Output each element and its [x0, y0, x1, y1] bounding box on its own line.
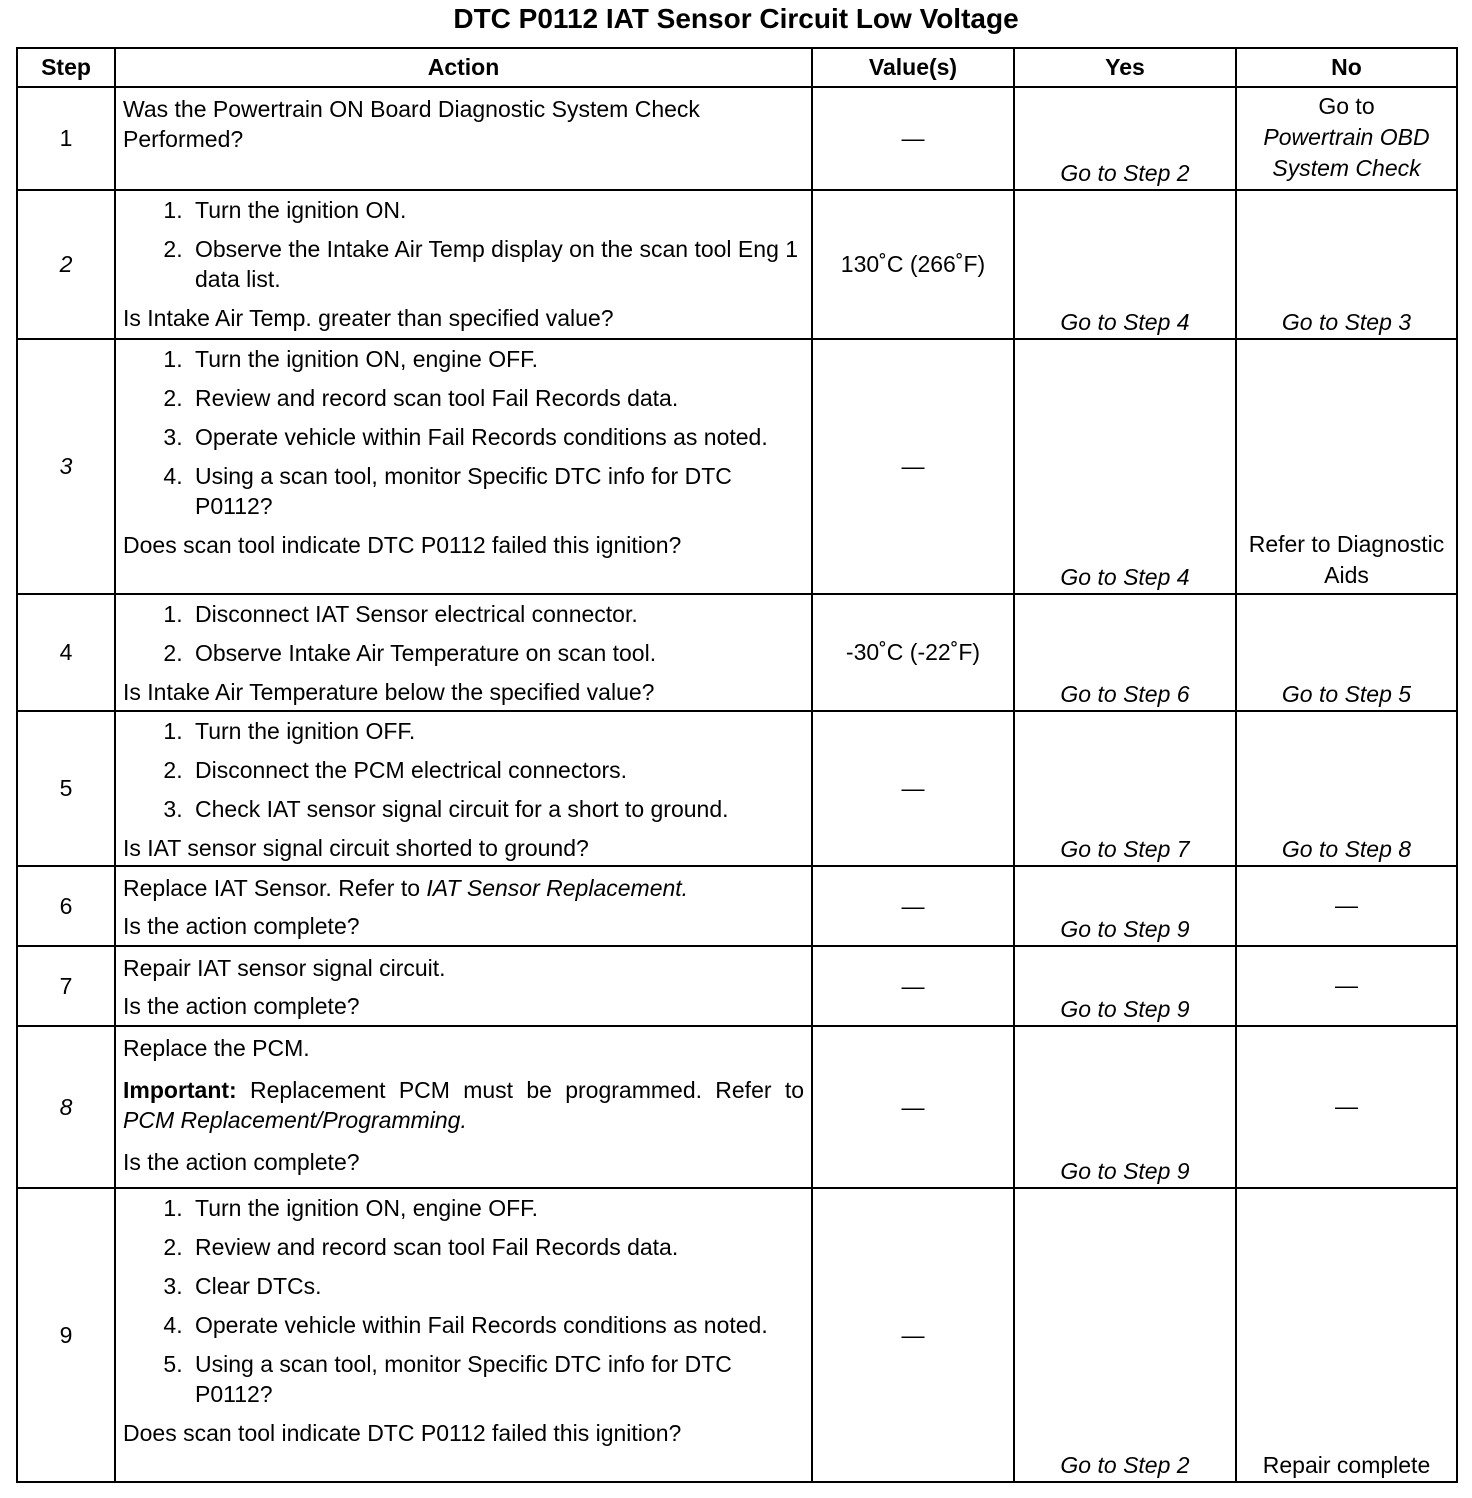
- value-cell: —: [812, 866, 1014, 946]
- action-step: 1. Turn the ignition ON.: [189, 195, 804, 225]
- step-number: 8: [17, 1026, 115, 1188]
- action-question: Does scan tool indicate DTC P0112 failed this ignition?: [123, 532, 682, 558]
- page-title: DTC P0112 IAT Sensor Circuit Low Voltage: [453, 3, 1019, 34]
- action-step: 1. Turn the ignition ON, engine OFF.: [189, 1193, 804, 1223]
- action-text: Was the Powertrain ON Board Diagnostic System Check Performed?: [123, 96, 700, 152]
- no-cell: —: [1236, 946, 1457, 1026]
- header-action: Action: [115, 48, 812, 87]
- step-number: 9: [17, 1188, 115, 1482]
- action-step: 2. Observe Intake Air Temperature on scan tool.: [189, 638, 804, 668]
- action-text-prefix: Replace IAT Sensor. Refer to: [123, 875, 427, 901]
- yes-cell: Go to Step 4: [1014, 190, 1236, 339]
- no-prefix: Go to: [1318, 93, 1375, 119]
- yes-cell: Go to Step 9: [1014, 1026, 1236, 1188]
- important-label: Important:: [123, 1077, 237, 1103]
- action-step: 2. Observe the Intake Air Temp display on the scan tool Eng 1 data list.: [189, 234, 804, 294]
- value-cell: —: [812, 1188, 1014, 1482]
- value-cell: -30˚C (-22˚F): [812, 594, 1014, 711]
- action-cell: [115, 1188, 812, 1482]
- action-cell: [115, 339, 812, 594]
- action-step: 3. Operate vehicle within Fail Records conditions as noted.: [189, 422, 804, 452]
- important-text: Replacement PCM must be programmed. Refer to: [236, 1077, 804, 1103]
- value-cell: —: [812, 946, 1014, 1026]
- action-question: Is the action complete?: [123, 993, 360, 1019]
- yes-cell: Go to Step 2: [1014, 1188, 1236, 1482]
- table-row: [17, 711, 1457, 866]
- action-question: Is Intake Air Temperature below the specified value?: [123, 679, 655, 705]
- no-cell: Go to Step 8: [1236, 711, 1457, 866]
- yes-cell: Go to Step 9: [1014, 946, 1236, 1026]
- yes-cell: Go to Step 2: [1014, 87, 1236, 190]
- yes-cell: Go to Step 7: [1014, 711, 1236, 866]
- action-text: Replace the PCM.: [123, 1035, 310, 1061]
- action-cell: [115, 711, 812, 866]
- action-text: [123, 873, 804, 903]
- value-cell: 130˚C (266˚F): [812, 190, 1014, 339]
- action-step: 1. Turn the ignition ON, engine OFF.: [189, 344, 804, 374]
- action-question: Is the action complete?: [123, 1149, 360, 1175]
- action-cell: [115, 866, 812, 946]
- yes-cell: Go to Step 9: [1014, 866, 1236, 946]
- value-cell: —: [812, 711, 1014, 866]
- action-step: 5. Using a scan tool, monitor Specific DTC info for DTC P0112?: [189, 1349, 804, 1409]
- action-question: Is IAT sensor signal circuit shorted to ground?: [123, 835, 589, 861]
- table-row: [17, 1188, 1457, 1482]
- no-cell: Repair complete: [1236, 1188, 1457, 1482]
- table-row: [17, 190, 1457, 339]
- action-step: 2. Disconnect the PCM electrical connectors.: [189, 755, 804, 785]
- action-question: Does scan tool indicate DTC P0112 failed this ignition?: [123, 1420, 682, 1446]
- step-number: 4: [17, 594, 115, 711]
- value-cell: —: [812, 1026, 1014, 1188]
- no-link: Powertrain OBD System Check: [1263, 124, 1430, 181]
- step-number: 1: [17, 87, 115, 190]
- header-no: No: [1236, 48, 1457, 87]
- header-values: Value(s): [812, 48, 1014, 87]
- action-cell: [115, 594, 812, 711]
- no-cell: Refer to Diagnostic Aids: [1236, 339, 1457, 594]
- table-row: [17, 594, 1457, 711]
- action-question: Is Intake Air Temp. greater than specified value?: [123, 305, 614, 331]
- action-step: 2. Review and record scan tool Fail Records data.: [189, 383, 804, 413]
- table-row: [17, 1026, 1457, 1188]
- action-cell: [115, 1026, 812, 1188]
- action-step: 4. Using a scan tool, monitor Specific DTC info for DTC P0112?: [189, 461, 804, 521]
- table-row: [17, 339, 1457, 594]
- action-link: IAT Sensor Replacement.: [426, 875, 689, 901]
- no-cell: Go to Step 3: [1236, 190, 1457, 339]
- step-number: 6: [17, 866, 115, 946]
- no-cell: Go to Step 5: [1236, 594, 1457, 711]
- step-number: 5: [17, 711, 115, 866]
- header-row: [17, 48, 1457, 87]
- important-link: PCM Replacement/Programming.: [123, 1107, 467, 1133]
- table-row: [17, 866, 1457, 946]
- important-note: [123, 1075, 804, 1135]
- action-cell: [115, 946, 812, 1026]
- action-step: 2. Review and record scan tool Fail Records data.: [189, 1232, 804, 1262]
- table-row: [17, 946, 1457, 1026]
- no-cell: —: [1236, 866, 1457, 946]
- value-cell: —: [812, 339, 1014, 594]
- value-cell: —: [812, 87, 1014, 190]
- table-row: [17, 87, 1457, 190]
- step-number: 2: [17, 190, 115, 339]
- action-question: Is the action complete?: [123, 913, 360, 939]
- step-number: 3: [17, 339, 115, 594]
- action-cell: [115, 190, 812, 339]
- action-step: 4. Operate vehicle within Fail Records conditions as noted.: [189, 1310, 804, 1340]
- action-text: Repair IAT sensor signal circuit.: [123, 955, 446, 981]
- action-step: 3. Check IAT sensor signal circuit for a short to ground.: [189, 794, 804, 824]
- header-yes: Yes: [1014, 48, 1236, 87]
- step-number: 7: [17, 946, 115, 1026]
- action-step: 3. Clear DTCs.: [189, 1271, 804, 1301]
- yes-cell: Go to Step 4: [1014, 339, 1236, 594]
- yes-cell: Go to Step 6: [1014, 594, 1236, 711]
- no-cell: —: [1236, 1026, 1457, 1188]
- header-step: Step: [17, 48, 115, 87]
- diagnostic-table: [16, 47, 1458, 1483]
- action-cell: [115, 87, 812, 190]
- action-step: 1. Disconnect IAT Sensor electrical connector.: [189, 599, 804, 629]
- no-cell: [1236, 87, 1457, 190]
- action-step: 1. Turn the ignition OFF.: [189, 716, 804, 746]
